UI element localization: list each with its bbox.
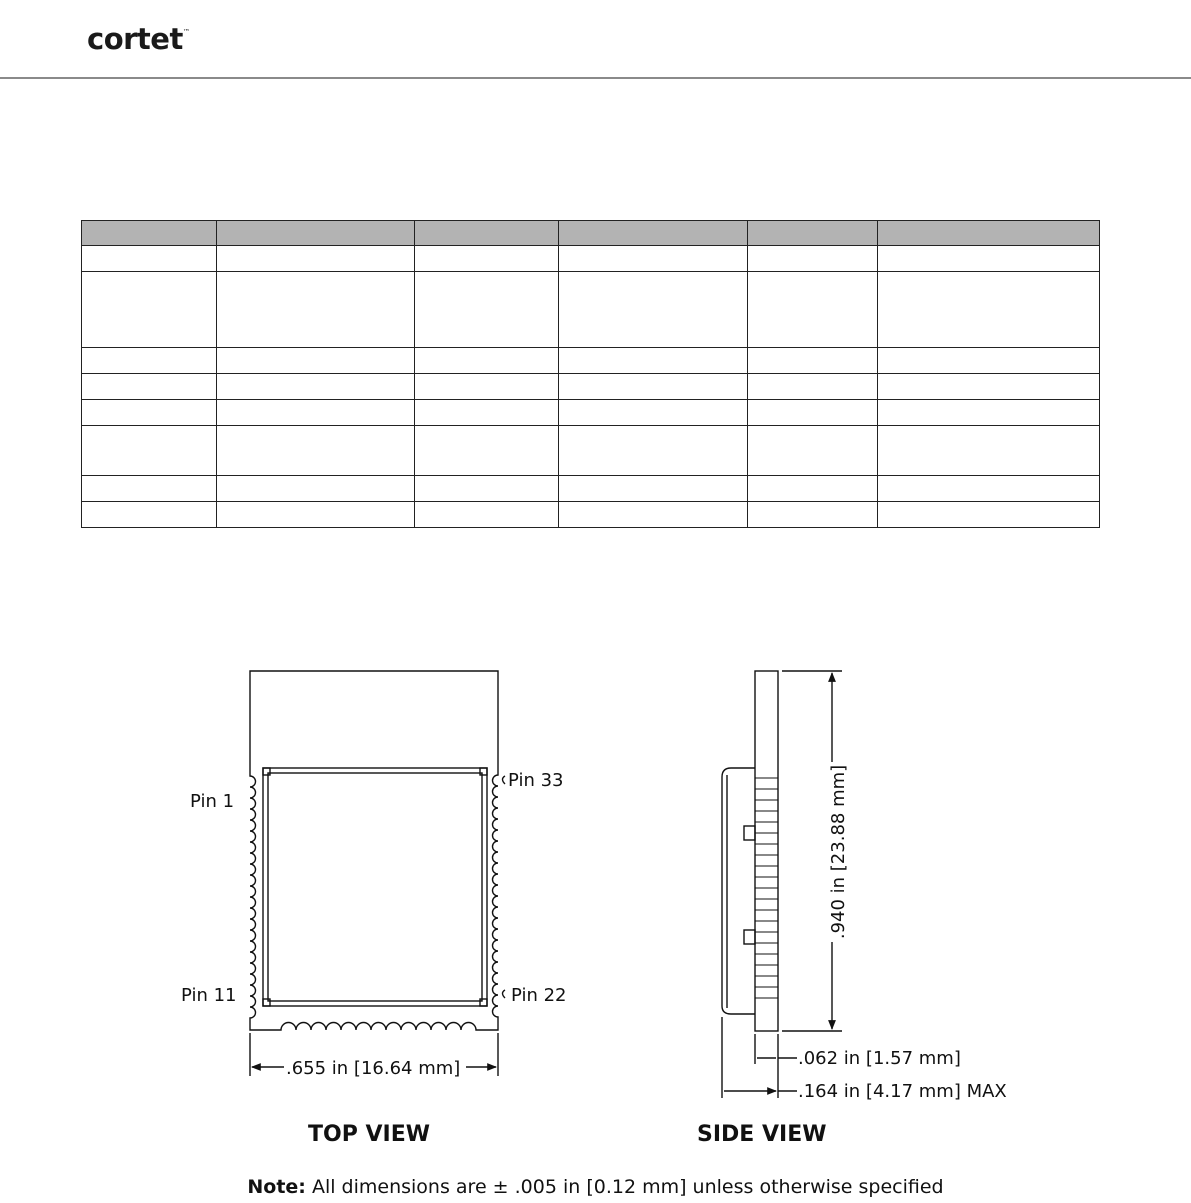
- top-view-title: TOP VIEW: [308, 1122, 430, 1147]
- width-dimension-label: .655 in [16.64 mm]: [286, 1058, 461, 1079]
- side-component: [744, 930, 755, 944]
- pin22-callout: [503, 990, 506, 998]
- dimension-note: [0, 1176, 1191, 1198]
- side-castellation: [755, 778, 778, 998]
- note-label: Note:: [247, 1176, 306, 1198]
- shield-corner: [263, 999, 270, 1006]
- side-component: [744, 826, 755, 840]
- shield-corner: [263, 768, 270, 775]
- shield-can: [263, 768, 487, 1006]
- overall-thickness-label: .164 in [4.17 mm] MAX: [798, 1081, 1007, 1102]
- pin1-label: Pin 1: [190, 791, 235, 812]
- side-view-labels: [697, 765, 1007, 1147]
- side-pcb: [755, 671, 778, 1031]
- pin22-label: Pin 22: [511, 985, 567, 1006]
- note-text: All dimensions are ± .005 in [0.12 mm] unless otherwise specified: [305, 1176, 944, 1198]
- shield-corner: [480, 999, 487, 1006]
- pin33-label: Pin 33: [508, 770, 564, 791]
- side-view-title: SIDE VIEW: [697, 1122, 827, 1147]
- top-view-labels: [181, 770, 567, 1147]
- trademark-mark: ™: [182, 28, 190, 36]
- brand-name: cortet: [87, 22, 183, 56]
- module-outline: [250, 671, 498, 1030]
- shield-corner: [480, 768, 487, 775]
- board-thickness-label: .062 in [1.57 mm]: [798, 1048, 961, 1069]
- pin11-label: Pin 11: [181, 985, 237, 1006]
- top-view: [250, 671, 505, 1076]
- shield-can-inner: [268, 773, 482, 1001]
- height-dimension-label: .940 in [23.88 mm]: [828, 764, 849, 940]
- pin33-callout: [503, 776, 506, 784]
- side-view: [722, 671, 842, 1098]
